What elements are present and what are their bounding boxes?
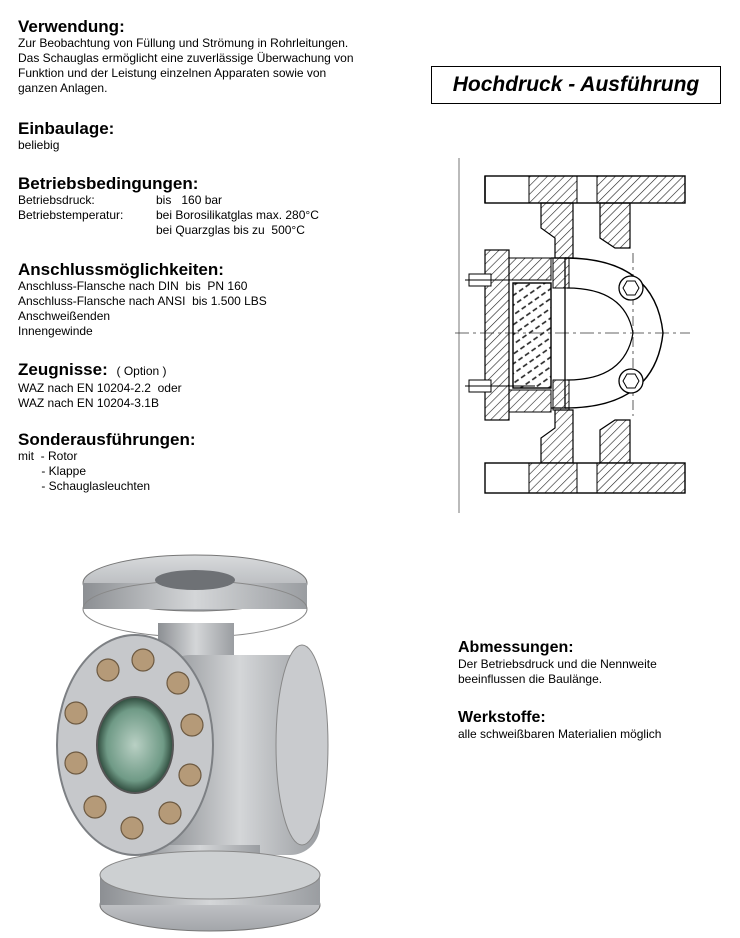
sectional-drawing — [455, 158, 695, 513]
anschluss-line: Innengewinde — [18, 324, 93, 338]
heading-abmessungen: Abmessungen: — [458, 639, 574, 656]
section-einbaulage — [18, 119, 114, 153]
heading-werkstoffe: Werkstoffe: — [458, 709, 546, 726]
heading-sonderausfuehrungen: Sonderausführungen: — [18, 430, 196, 449]
betrieb-key — [18, 223, 156, 238]
anschluss-line: Anschluss-Flansche nach DIN bis PN 160 — [18, 279, 248, 293]
anschluss-line: Anschweißenden — [18, 309, 111, 323]
zeugnisse-option: ( Option ) — [116, 364, 167, 378]
verwendung-line: Zur Beobachtung von Füllung und Strömung in Rohrleitungen. — [18, 36, 349, 50]
einbaulage-text: beliebig — [18, 138, 60, 152]
abmessungen-line: Der Betriebsdruck und die Nennweite — [458, 657, 657, 671]
zeugnisse-line: WAZ nach EN 10204-2.2 oder — [18, 381, 182, 395]
anschluss-line: Anschluss-Flansche nach ANSI bis 1.500 LBS — [18, 294, 267, 308]
abmessungen-line: beeinflussen die Baulänge. — [458, 672, 603, 686]
sonder-line: - Klappe — [18, 464, 87, 478]
betrieb-value: bis 160 bar — [156, 193, 223, 207]
sonder-line: - Schauglasleuchten — [18, 479, 151, 493]
heading-zeugnisse — [18, 360, 182, 381]
sonder-line: mit - Rotor — [18, 449, 78, 463]
section-verwendung — [18, 17, 354, 96]
verwendung-line: ganzen Anlagen. — [18, 81, 108, 95]
product-photo — [40, 545, 340, 935]
section-betriebsbedingungen — [18, 174, 319, 238]
betrieb-row — [18, 208, 319, 223]
heading-einbaulage: Einbaulage: — [18, 119, 115, 138]
section-sonderausfuehrungen — [18, 430, 196, 494]
betrieb-row — [18, 193, 319, 208]
section-abmessungen — [458, 638, 657, 687]
betrieb-value: bei Quarzglas bis zu 500°C — [156, 223, 305, 237]
section-werkstoffe — [458, 708, 661, 742]
hochdruck-badge: Hochdruck - Ausführung — [431, 66, 721, 104]
betrieb-row — [18, 223, 319, 238]
verwendung-line: Funktion und der Leistung einzelnen Apparaten sowie von — [18, 66, 327, 80]
heading-anschluss: Anschlussmöglichkeiten: — [18, 260, 224, 279]
section-anschluss — [18, 260, 267, 339]
verwendung-line: Das Schauglas ermöglicht eine zuverlässige Überwachung von — [18, 51, 354, 65]
betrieb-value: bei Borosilikatglas max. 280°C — [156, 208, 319, 222]
zeugnisse-line: WAZ nach EN 10204-3.1B — [18, 396, 159, 410]
section-zeugnisse — [18, 360, 182, 411]
werkstoffe-text: alle schweißbaren Materialien möglich — [458, 727, 662, 741]
betrieb-key: Betriebsdruck: — [18, 193, 95, 207]
zeugnisse-title: Zeugnisse: — [18, 360, 108, 379]
betrieb-key: Betriebstemperatur: — [18, 208, 124, 222]
heading-betriebsbedingungen: Betriebsbedingungen: — [18, 174, 199, 193]
heading-verwendung: Verwendung: — [18, 17, 125, 36]
